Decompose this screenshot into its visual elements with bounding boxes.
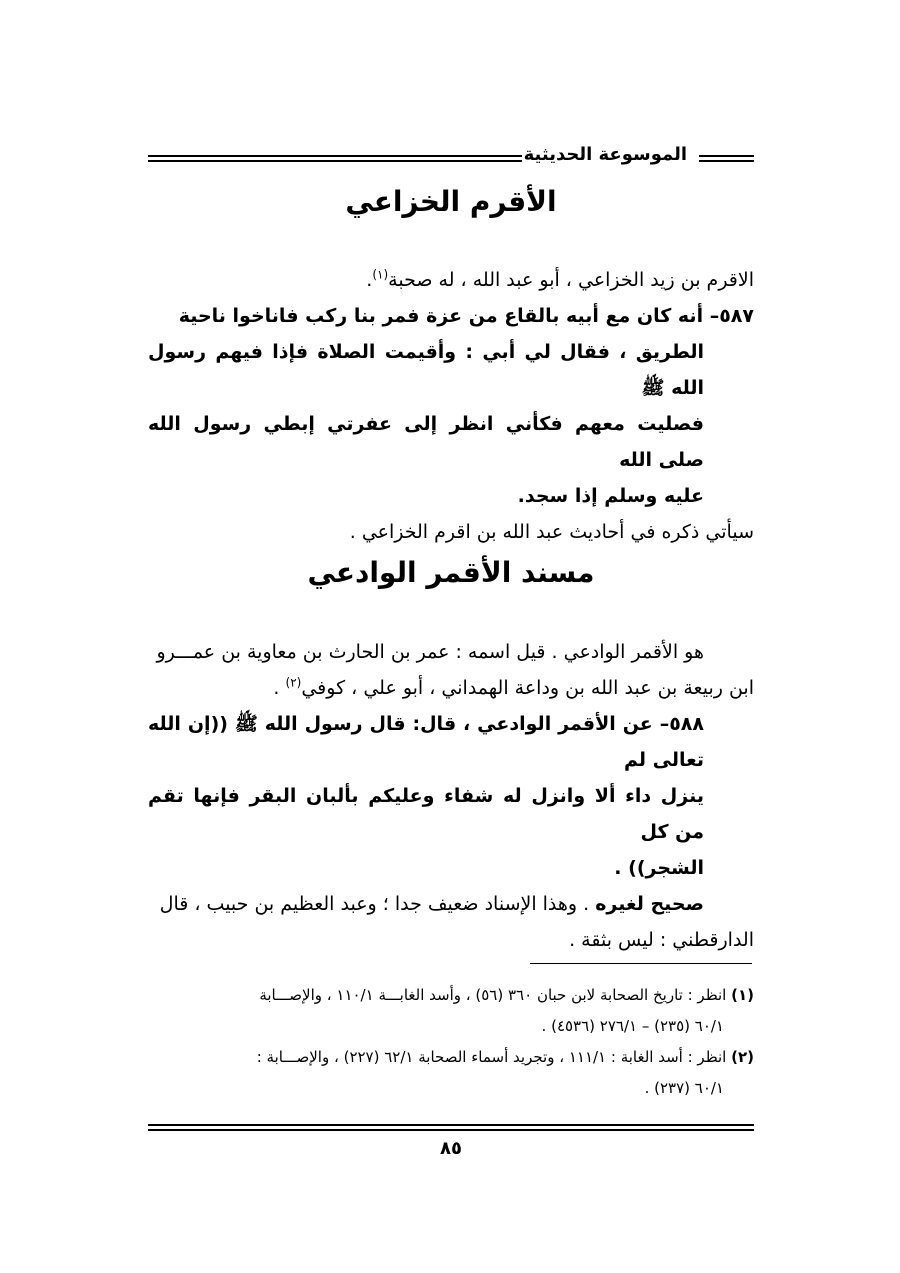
footnotes bbox=[148, 980, 754, 1104]
footer-rule bbox=[148, 1124, 754, 1131]
footnote-separator bbox=[530, 963, 752, 964]
section-heading-1: الأقرم الخزاعي bbox=[345, 185, 557, 218]
verdict-line-1 bbox=[148, 886, 754, 922]
hadith-588-line-2: ينزل داء ألا وانزل له شفاء وعليكم بألبان البقر فإنها تقم من كل bbox=[148, 785, 704, 843]
footnote-1-line-2: ٦٠/١ (٢٣٥) – ٢٧٦/١ (٤٥٣٦) . bbox=[541, 1017, 724, 1035]
footnote-2-line-2: ٦٠/١ (٢٣٧) . bbox=[644, 1079, 724, 1097]
footnote-2-text: انظر : أسد الغابة : ١١١/١ ، وتجريد أسماء الصحابة ٦٢/١ (٢٢٧) ، والإصـــابة : bbox=[256, 1048, 732, 1066]
section-2-body bbox=[148, 634, 754, 958]
hadith-587-line-2: الطريق ، فقال لي أبي : وأقيمت الصلاة فإذا فيهم رسول الله ﷺ bbox=[148, 341, 704, 399]
footnote-ref-1: (١) bbox=[372, 267, 389, 282]
bio-line-2 bbox=[148, 670, 754, 706]
footnote-ref-2: (٢) bbox=[285, 675, 302, 690]
intro-end: . bbox=[366, 269, 373, 291]
cross-reference-note: سيأتي ذكره في أحاديث عبد الله بن اقرم الخزاعي . bbox=[349, 521, 754, 543]
header-title: الموسوعة الحديثية bbox=[523, 144, 687, 165]
header-rule-long bbox=[148, 155, 522, 162]
footnote-1-number: (١) bbox=[731, 986, 754, 1004]
footnote-2-line-1 bbox=[148, 1042, 754, 1073]
footnote-1-text: انظر : تاريخ الصحابة لابن حبان ٣٦٠ (٥٦) ، وأسد الغابـــة ١١٠/١ ، والإصـــابة bbox=[259, 986, 732, 1004]
hadith-588-line-1: ٥٨٨– عن الأقمر الوادعي ، قال: قال رسول الله ﷺ ((إن الله تعالى لم bbox=[148, 713, 704, 771]
verdict-line-2: الدارقطني : ليس بثقة . bbox=[569, 929, 754, 951]
footnote-1-line-1 bbox=[148, 980, 754, 1011]
intro-text: الاقرم بن زيد الخزاعي ، أبو عبد الله ، له صحبة bbox=[388, 269, 754, 291]
verdict-label: صحيح لغيره bbox=[595, 893, 704, 915]
page-number: ٨٥ bbox=[440, 1138, 462, 1159]
bio-line-2-end: . bbox=[273, 677, 286, 699]
hadith-587-line-3: فصليت معهم فكأني انظر إلى عفرتي إبطي رسول الله صلى الله bbox=[148, 413, 704, 471]
verdict-text: . وهذا الإسناد ضعيف جدا ؛ وعبد العظيم بن حبيب ، قال bbox=[159, 893, 596, 915]
running-header bbox=[148, 142, 754, 168]
header-rule-short bbox=[699, 155, 754, 162]
footnote-2-number: (٢) bbox=[731, 1048, 754, 1066]
hadith-587-line-1: ٥٨٧– أنه كان مع أبيه بالقاع من عزة فمر بنا ركب فاناخوا ناحية bbox=[178, 305, 754, 327]
bio-line-1: هو الأقمر الوادعي . قيل اسمه : عمر بن الحارث بن معاوية بن عمـــرو bbox=[156, 641, 704, 663]
section-heading-2: مسند الأقمر الوادعي bbox=[307, 556, 595, 589]
hadith-587-line-4: عليه وسلم إذا سجد. bbox=[517, 485, 704, 507]
bio-line-2-text: ابن ربيعة بن عبد الله بن وداعة الهمداني ، أبو علي ، كوفي bbox=[301, 677, 754, 699]
hadith-588-line-3: الشجر)) . bbox=[614, 857, 704, 879]
section-1-body bbox=[148, 262, 754, 550]
intro-paragraph bbox=[148, 262, 754, 298]
